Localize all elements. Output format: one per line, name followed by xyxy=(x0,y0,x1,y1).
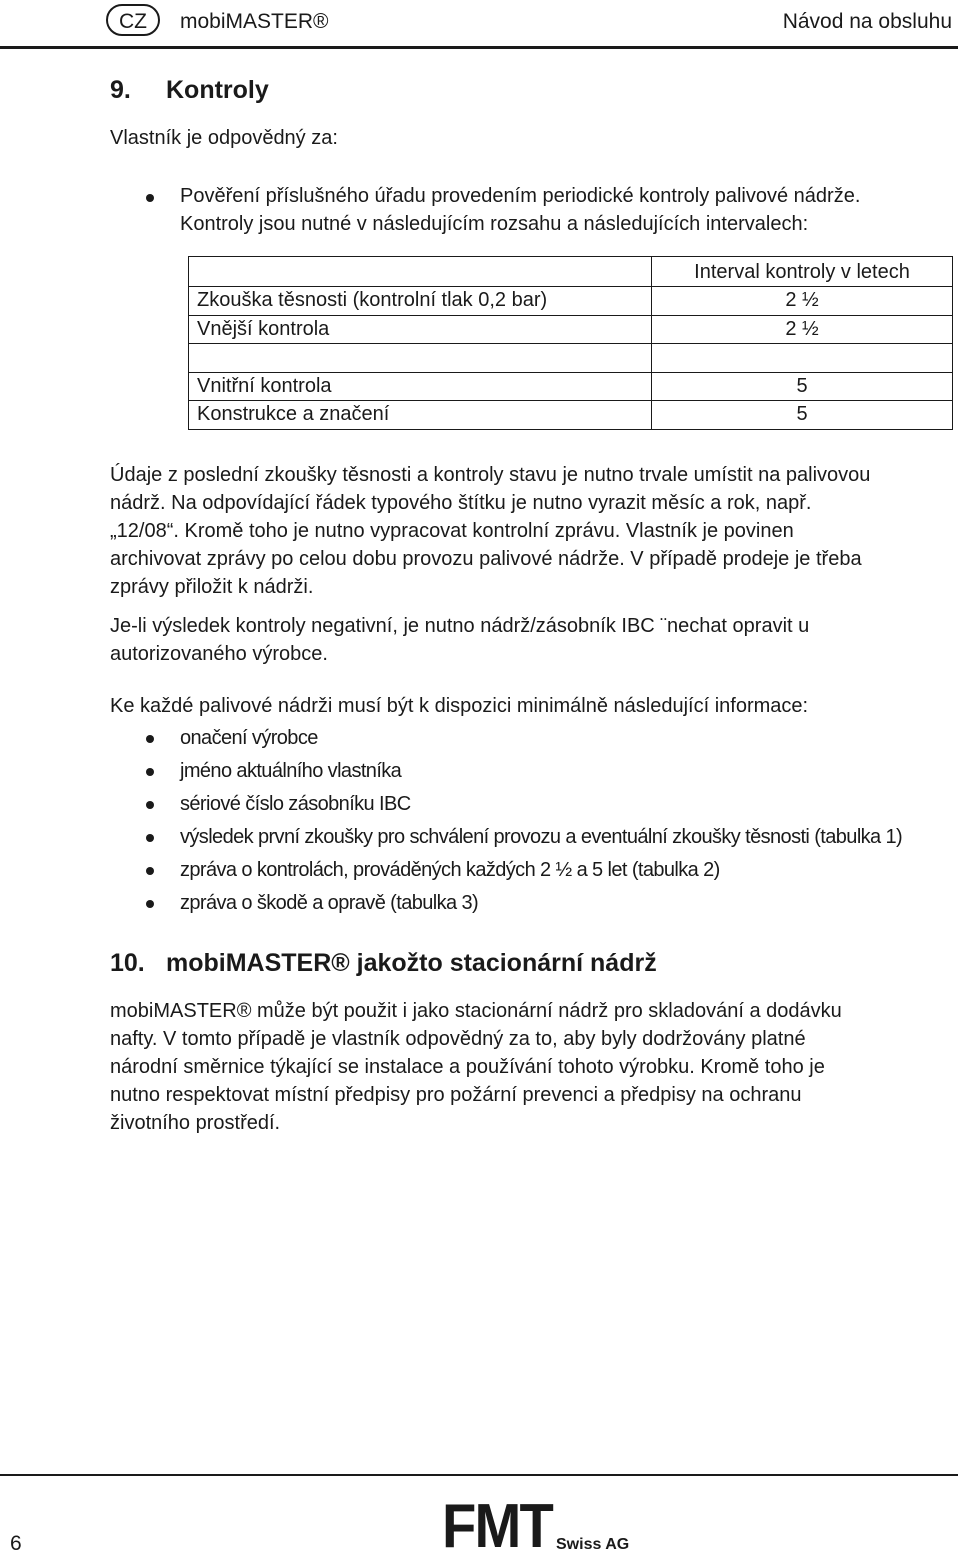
table-cell-value: 2 ½ xyxy=(652,287,953,316)
table-row xyxy=(189,287,953,316)
table-cell-value: 5 xyxy=(652,372,953,401)
list-item xyxy=(138,182,860,238)
section-10-title: mobiMASTER® jakožto stacionární nádrž xyxy=(166,949,657,977)
list-item-text: sériové číslo zásobníku IBC xyxy=(180,793,411,815)
paragraph-line: Je-li výsledek kontroly negativní, je nutno nádrž/zásobník IBC ¨nechat opravit u xyxy=(110,615,810,637)
page-number: 6 xyxy=(10,1532,22,1555)
table-cell-value: 2 ½ xyxy=(652,315,953,344)
table-row xyxy=(189,344,953,373)
paragraph-line: autorizovaného výrobce. xyxy=(110,643,328,665)
language-badge: CZ xyxy=(106,4,160,36)
inspection-bullet-list xyxy=(138,182,860,238)
paragraph-line: národní směrnice týkající se instalace a používání tohoto výrobku. Kromě toho je xyxy=(110,1056,825,1078)
table-cell-label: Vnější kontrola xyxy=(189,315,652,344)
list-item xyxy=(138,887,902,920)
bullet-icon xyxy=(146,735,154,743)
table-row xyxy=(189,401,953,430)
bullet-icon xyxy=(146,900,154,908)
paragraph-line: životního prostředí. xyxy=(110,1112,281,1134)
list-item-text: jméno aktuálního vlastníka xyxy=(180,760,402,782)
list-item xyxy=(138,788,902,821)
negative-result-paragraph xyxy=(110,612,809,668)
header-product-name: mobiMASTER® xyxy=(180,10,329,33)
paragraph-line: zprávy přiložit k nádrži. xyxy=(110,576,314,598)
bullet-line-2: Kontroly jsou nutné v následujícím rozsahu a následujících intervalech: xyxy=(180,213,809,235)
inspection-interval-table xyxy=(188,256,953,430)
inspection-record-paragraph xyxy=(110,461,870,601)
bullet-line-1: Pověření příslušného úřadu provedením periodické kontroly palivové nádrže. xyxy=(180,185,861,207)
section-9-heading xyxy=(110,75,269,105)
table-cell-value: 5 xyxy=(652,401,953,430)
required-info-list xyxy=(138,722,902,920)
section-10-heading xyxy=(110,948,657,978)
section-9-intro: Vlastník je odpovědný za: xyxy=(110,127,338,149)
footer-rule xyxy=(0,1474,958,1476)
header-rule xyxy=(0,46,958,49)
logo-subtext: Swiss AG xyxy=(556,1536,630,1553)
table-cell xyxy=(189,257,652,287)
list-item-text: výsledek první zkoušky pro schválení provozu a eventuální zkoušky těsnosti (tabulka 1) xyxy=(180,826,903,848)
table-cell-value xyxy=(652,344,953,373)
list-item xyxy=(138,821,902,854)
section-9-number: 9. xyxy=(110,76,131,104)
table-cell-label: Konstrukce a značení xyxy=(189,401,652,430)
required-info-intro: Ke každé palivové nádrži musí být k dispozici minimálně následující informace: xyxy=(110,695,809,717)
logo-text: FMT xyxy=(442,1492,554,1556)
bullet-icon xyxy=(146,867,154,875)
table-cell-label: Vnitřní kontrola xyxy=(189,372,652,401)
bullet-icon xyxy=(146,194,154,202)
section-10-number: 10. xyxy=(110,949,145,977)
list-item-text: onačení výrobce xyxy=(180,727,318,749)
paragraph-line: nádrž. Na odpovídající řádek typového štítku je nutno vyrazit měsíc a rok, např. xyxy=(110,492,812,514)
table-header-row xyxy=(189,257,953,287)
bullet-icon xyxy=(146,768,154,776)
paragraph-line: archivovat zprávy po celou dobu provozu palivové nádrže. V případě prodeje je třeba xyxy=(110,548,862,570)
list-item-text: zpráva o škodě a opravě (tabulka 3) xyxy=(180,892,479,914)
list-item xyxy=(138,755,902,788)
bullet-icon xyxy=(146,801,154,809)
table-header-cell: Interval kontroly v letech xyxy=(652,257,953,287)
list-item xyxy=(138,722,902,755)
paragraph-line: „12/08“. Kromě toho je nutno vypracovat kontrolní zprávu. Vlastník je povinen xyxy=(110,520,794,542)
header-manual-title: Návod na obsluhu xyxy=(782,10,952,33)
bullet-icon xyxy=(146,834,154,842)
paragraph-line: nutno respektovat místní předpisy pro požární prevenci a předpisy na ochranu xyxy=(110,1084,802,1106)
list-item-text: zpráva o kontrolách, prováděných každých 2 ½ a 5 let (tabulka 2) xyxy=(180,859,720,881)
paragraph-line: Údaje z poslední zkoušky těsnosti a kontroly stavu je nutno trvale umístit na palivovou xyxy=(110,464,871,486)
list-item xyxy=(138,854,902,887)
paragraph-line: nafty. V tomto případě je vlastník odpovědný za to, aby byly dodržovány platné xyxy=(110,1028,806,1050)
table-cell-label xyxy=(189,344,652,373)
table-row xyxy=(189,372,953,401)
paragraph-line: mobiMASTER® může být použit i jako stacionární nádrž pro skladování a dodávku xyxy=(110,1000,842,1022)
table-cell-label: Zkouška těsnosti (kontrolní tlak 0,2 bar) xyxy=(189,287,652,316)
table-row xyxy=(189,315,953,344)
section-9-title: Kontroly xyxy=(166,76,269,104)
stationary-tank-paragraph xyxy=(110,997,842,1137)
fmt-logo xyxy=(440,1492,630,1556)
